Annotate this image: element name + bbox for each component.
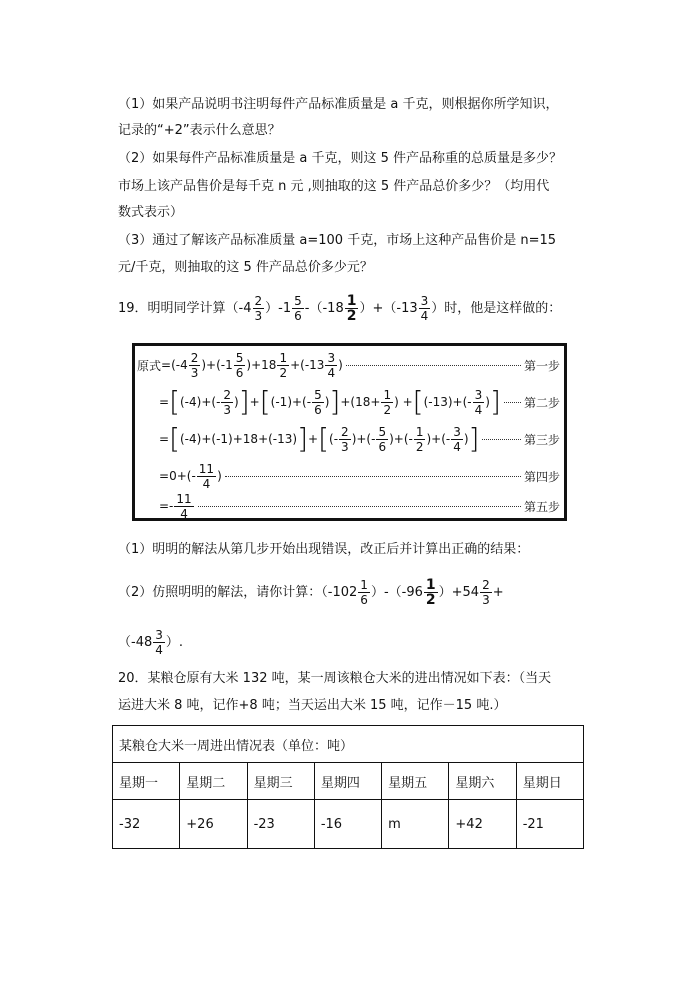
q20-line1: 20．某粮仓原有大米 132 吨，某一周该粮仓大米的进出情况如下表：（当天 — [118, 671, 552, 686]
q19-sub2-cont: （-48 $\frac{3}{4}$ ）. — [118, 628, 184, 657]
q20-line2: 运进大米 8 吨，记作+8 吨；当天运出大米 15 吨，记作－15 吨.） — [118, 698, 507, 713]
step-label-5: 第五步 — [523, 499, 560, 514]
table-cell: -16 — [314, 800, 381, 849]
q19-intro: 19．明明同学计算（-4 $\frac{2}{3}$ ）-1 $\frac{5}{6}$ -（-18 $\frac{1}{2}$ ）+（-13 $\frac{3}{4}$ ）时，他是这样做的： — [118, 293, 562, 324]
step-row-2: = [ (-4) +(- $\frac{2}{3}$ ) ] + [ (-1) +(- $\frac{5}{6}$ ) ] +( 18 + $\frac{1}{2}$ ) + [ (-13) +(- $\frac{3}{4}$ ) ] 第二步 — [159, 385, 560, 418]
q19-sub1: （1）明明的解法从第几步开始出现错误，改正后并计算出正确的结果： — [118, 542, 530, 557]
solution-box — [132, 343, 567, 521]
table-header: 星期五 — [382, 763, 449, 800]
q18-part3-line1: （3）通过了解该产品标准质量 a=100 千克，市场上这种产品售价是 n=15 — [118, 233, 557, 248]
q18-part2-line2: 市场上该产品售价是每千克 n 元 ,则抽取的这 5 件产品总价多少？（均用代 — [118, 179, 550, 194]
step-row-1: 原式 =( -4 $\frac{2}{3}$ )+( -1 $\frac{5}{6}$ )+ 18 $\frac{1}{2}$ +( -13 $\frac{3}{4}$ ) 第一步 — [137, 350, 560, 380]
table-title: 某粮仓大米一周进出情况表（单位：吨） — [113, 726, 584, 763]
step-label-3: 第三步 — [523, 432, 560, 447]
step-row-3: = [ (-4) + (-1) + 18 + (-13) ] + [ (- $\frac{2}{3}$ )+(- $\frac{5}{6}$ )+(- $\frac{1}{2}$ )+(- $\frac{3}{4}$ ) ] 第三步 — [159, 422, 560, 455]
table-cell: -32 — [113, 800, 180, 849]
q18-part1-line1: （1）如果产品说明书注明每件产品标准质量是 a 千克，则根据你所学知识， — [118, 97, 559, 112]
table-cell: m — [382, 800, 449, 849]
table-header: 星期日 — [516, 763, 583, 800]
q18-part3-line2: 元/千克，则抽取的这 5 件产品总价多少元？ — [118, 260, 373, 275]
table-header: 星期二 — [180, 763, 247, 800]
step-label-4: 第四步 — [523, 469, 560, 484]
table-header: 星期三 — [247, 763, 314, 800]
q18-part1-line2: 记录的“+2”表示什么意思？ — [118, 123, 281, 138]
table-row — [113, 800, 584, 849]
table-cell: +42 — [449, 800, 516, 849]
table-header-row — [113, 763, 584, 800]
step-label-1: 第一步 — [523, 358, 560, 373]
table-cell: -23 — [247, 800, 314, 849]
step-label-2: 第二步 — [523, 395, 560, 410]
q19-sub2: （2）仿照明明的解法，请你计算：（-102 $\frac{1}{6}$ ）-（-96 $\frac{1}{2}$ ）+54 $\frac{2}{3}$ + — [118, 577, 504, 608]
table-header: 星期一 — [113, 763, 180, 800]
table-header: 星期六 — [449, 763, 516, 800]
table-cell: -21 — [516, 800, 583, 849]
table-header: 星期四 — [314, 763, 381, 800]
step-row-4: = 0 +(- $\frac{11}{4}$ ) 第四步 — [159, 461, 560, 491]
table-cell: +26 — [180, 800, 247, 849]
grain-table — [112, 725, 584, 849]
q18-part2-line1: （2）如果每件产品标准质量是 a 千克，则这 5 件产品称重的总质量是多少？ — [118, 151, 563, 166]
step-row-5: =- $\frac{11}{4}$ 第五步 — [159, 491, 560, 521]
q18-part2-line3: 数式表示） — [118, 205, 184, 220]
